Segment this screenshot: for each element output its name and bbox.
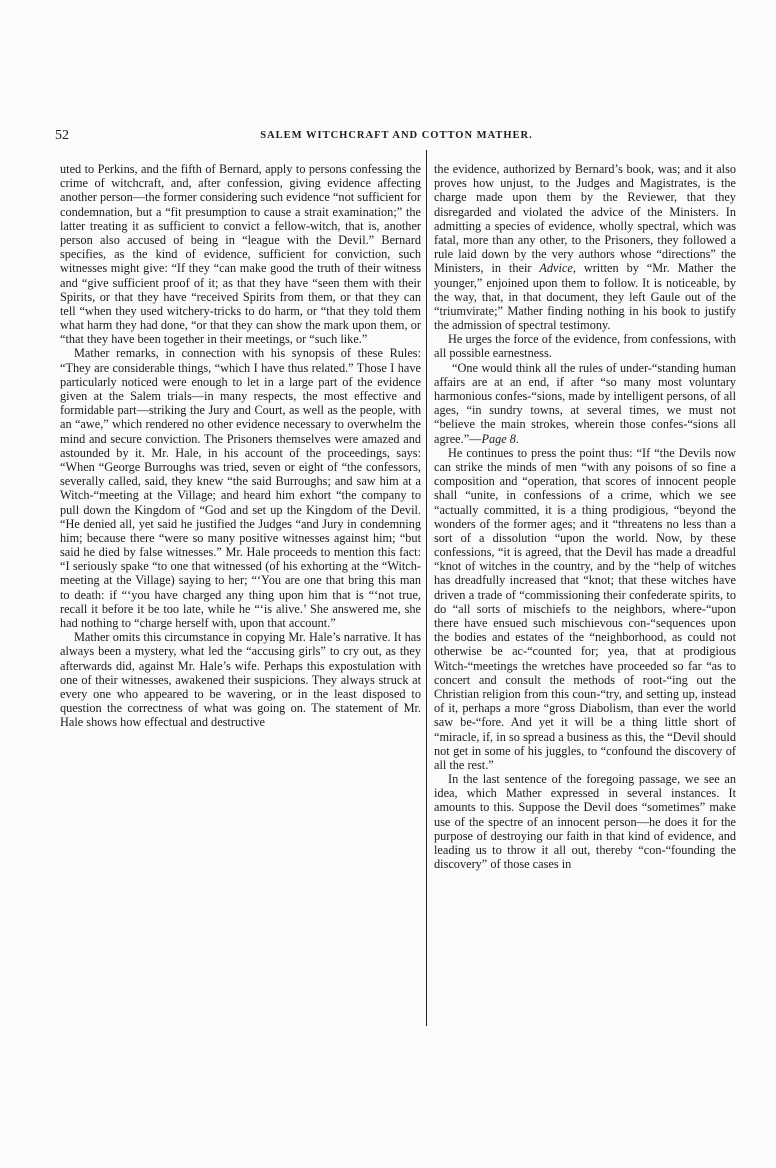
text-run: “One would think all the rules of under-“standing human affairs are at an end, if after “so many most voluntary harmonious confes-“sions, made by intelligent persons, of all ages, “in sundry towns, at several times, we must not “believe the main strokes, wherein those confes-“sions all agree.”— [434,360,736,446]
page-header [55,128,738,146]
paragraph: Mather remarks, in connection with his synopsis of these Rules: “They are considerable things, “which I have thus related.” Those I have particularly noticed were enough to let in a large part of the evidence given at the Salem trials—in many respects, the most effective and formidable part—striking the Jury and Court, as well as the people, with an “awe,” which rendered no other evidence necessary to overwhelm the mind and secure conviction. The Prisoners themselves were amazed and astounded by it. Mr. Hale, in his account of the proceedings, says: “When “George Burroughs was tried, seven or eight of “the confessors, severally called, said, they knew “the said Burroughs; and saw him at a Witch-“meeting at the Village; and heard him exhort “the company to pull down the Kingdom of “God and set up the Kingdom of the Devil. “He denied all, yet said he justified the Judges “and Jury in condemning him; because there “were so many positive witnesses against him; “but said he died by false witnesses.” Mr. Hale proceeds to mention this fact: “I seriously spake “to one that witnessed (of his exhorting at the “Witch-meeting at the Village) saying to her; “‘You are one that bring this man to death: if “‘you have charged any thing upon him that is “‘not true, recall it before it be too late, while he “‘is alive.’ She answered me, she had nothing to “charge herself with, upon that account.” [60,346,421,630]
left-column [60,162,421,1028]
paragraph: He continues to press the point thus: “If “the Devils now can strike the minds of men “with any poisons of so fine a composition and “operation, that scores of innocent people shall “unite, in confessions of a crime, which we see “actually committed, it is a thing prodigious, “beyond the wonders of the former ages; and it “threatens no less than a sort of a dissolution “upon the world. Now, by these confessions, “it is agreed, that the Devil has made a dreadful “knot of witches in the country, and by the “help of witches has dreadfully increased that “knot; that these witches have driven a trade of “commissioning their confederate spirits, to do “all sorts of mischiefs to the neighbors, where-“upon there have ensued such mischievous con-“sequences upon the bodies and estates of the “neighborhood, as could not otherwise be ac-“counted for; yea, that at prodigious Witch-“meetings the wretches have proceeded so far “as to concert and consult the methods of root-“ing out the Christian religion from this coun-“try, and setting up, instead of it, perhaps a more “gross Diabolism, than ever the world saw be-“fore. And yet it will be a thing little short of “miracle, if, in so spread a business as this, the “Devil should not get in some of his juggles, to “confound the discovery of all the rest.” [434,445,736,772]
text-run: written by “Mr. Mather the younger,” enjoined upon them to follow. It is noticeable, by the way, that, in that document, they left Gaule out of the “triumvirate;” Mather finding nothing in his book to justify the admission of spectral testimony. [434,261,736,333]
paragraph [434,361,736,446]
paragraph [434,162,736,332]
paragraph: In the last sentence of the foregoing passage, we see an idea, which Mather expressed in several instances. It amounts to this. Suppose the Devil does “sometimes” make use of the spectre of an innocent person—he does it for the purpose of destroying our faith in that kind of evidence, and leading us to throw it all out, thereby “con-“founding the discovery” of those cases in [434,772,736,872]
text-run: the evidence, authorized by Bernard’s book, was; and it also proves how unjust, to the Judges and Magistrates, is the charge made upon them by the Reviewer, that they disregarded and violated the advice of the Ministers. In admitting a species of evidence, wholly spectral, which was fatal, more than any other, to the Prisoners, they followed a rule laid down by the very authors whose “directions” the Ministers, in their [434,162,736,276]
paragraph: He urges the force of the evidence, from confessions, with all possible earnestness. [434,332,736,361]
column-divider [426,150,427,1026]
running-head: SALEM WITCHCRAFT AND COTTON MATHER. [260,130,533,141]
page-number: 52 [55,128,69,143]
italic-word: Advice, [539,261,576,276]
right-column [434,162,736,1028]
paragraph: uted to Perkins, and the fifth of Bernard, apply to persons confessing the crime of witchcraft, and, after confession, giving evidence affecting another person—the former considering such evidence “not sufficient for condemnation, but a “fit presumption to cause a strait examination;” the latter treating it as sufficient to convict a fellow-witch, that is, another person also accused of being in “league with the Devil.” Bernard specifies, as the kind of evidence, sufficient for conviction, such witnesses might give: “If they “can make good the truth of their witness and “give sufficient proof of it; as that they have “seen them with their Spirits, or that they have “received Spirits from them, or that they can tell “when they used witchery-tricks to do harm, or “that they told them what harm they had done, “or that they can show the mark upon them, or “that they have been together in their meetings, or “such like.” [60,162,421,347]
paragraph: Mather omits this circumstance in copying Mr. Hale’s narrative. It has always been a mystery, what led the “accusing girls” to cry out, as they afterwards did, against Mr. Hale’s wife. Perhaps this expostulation with one of their witnesses, awakened their suspicions. They always struck at every one who appeared to be wavering, or in the least disposed to question the correctness of what was going on. The statement of Mr. Hale shows how effectual and destructive [60,630,421,730]
page-reference: Page 8. [481,431,520,446]
